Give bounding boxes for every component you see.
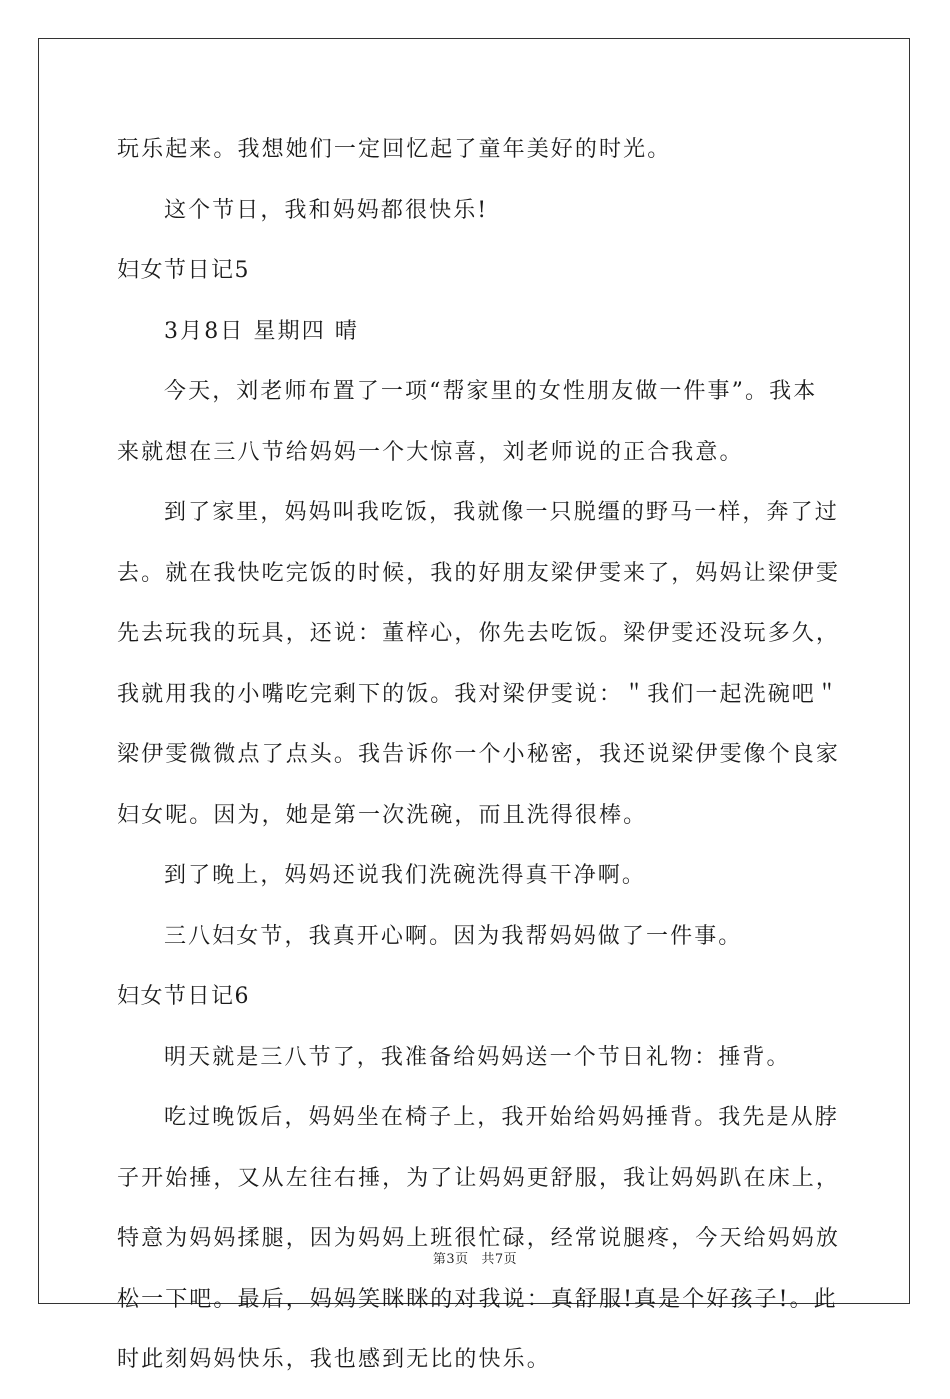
text-line-12: 妇女呢。因为，她是第一次洗碗，而且洗得很棒。 <box>117 802 648 828</box>
text-line-20: 松一下吧。最后，妈妈笑眯眯的对我说：真舒服!真是个好孩子!。此 <box>117 1286 838 1312</box>
text-line-8: 去。就在我快吃完饭的时候，我的好朋友梁伊雯来了，妈妈让梁伊雯 <box>117 560 841 586</box>
text-line-5: 今天，刘老师布置了一项“帮家里的女性朋友做一件事”。我本 <box>164 379 818 404</box>
text-line-10: 我就用我的小嘴吃完剩下的饭。我对梁伊雯说：＂我们一起洗碗吧＂ <box>117 681 841 707</box>
text-line-16: 明天就是三八节了，我准备给妈妈送一个节日礼物：捶背。 <box>164 1044 791 1070</box>
text-line-14: 三八妇女节，我真开心啊。因为我帮妈妈做了一件事。 <box>164 923 743 949</box>
page-number: 第3页 <box>432 1252 469 1267</box>
section-heading-diary-6: 妇女节日记6 <box>117 984 250 1009</box>
text-line-17: 吃过晚饭后，妈妈坐在椅子上，我开始给妈妈捶背。我先是从脖 <box>164 1105 839 1130</box>
document-body <box>117 128 841 1399</box>
text-line-11: 梁伊雯微微点了点头。我告诉你一个小秘密，我还说梁伊雯像个良家 <box>117 742 841 767</box>
text-line-9: 先去玩我的玩具，还说：董梓心，你先去吃饭。梁伊雯还没玩多久， <box>117 621 841 646</box>
text-line-7: 到了家里，妈妈叫我吃饭，我就像一只脱缰的野马一样，奔了过 <box>164 500 839 525</box>
section-heading-diary-5: 妇女节日记5 <box>117 258 250 283</box>
date-line: 3月8日 星期四 晴 <box>164 318 359 344</box>
text-line-13: 到了晚上，妈妈还说我们洗碗洗得真干净啊。 <box>164 863 647 888</box>
page-footer <box>0 1248 950 1267</box>
page-total: 共7页 <box>481 1252 518 1267</box>
text-line-18: 子开始捶，又从左往右捶，为了让妈妈更舒服，我让妈妈趴在床上， <box>117 1165 841 1191</box>
text-line-21: 时此刻妈妈快乐，我也感到无比的快乐。 <box>117 1347 551 1372</box>
text-line-19: 特意为妈妈揉腿，因为妈妈上班很忙碌，经常说腿疼，今天给妈妈放 <box>117 1226 841 1251</box>
text-line-6: 来就想在三八节给妈妈一个大惊喜，刘老师说的正合我意。 <box>117 439 744 465</box>
text-line-2: 这个节日，我和妈妈都很快乐! <box>164 197 489 223</box>
text-line-1: 玩乐起来。我想她们一定回忆起了童年美好的时光。 <box>117 137 672 162</box>
